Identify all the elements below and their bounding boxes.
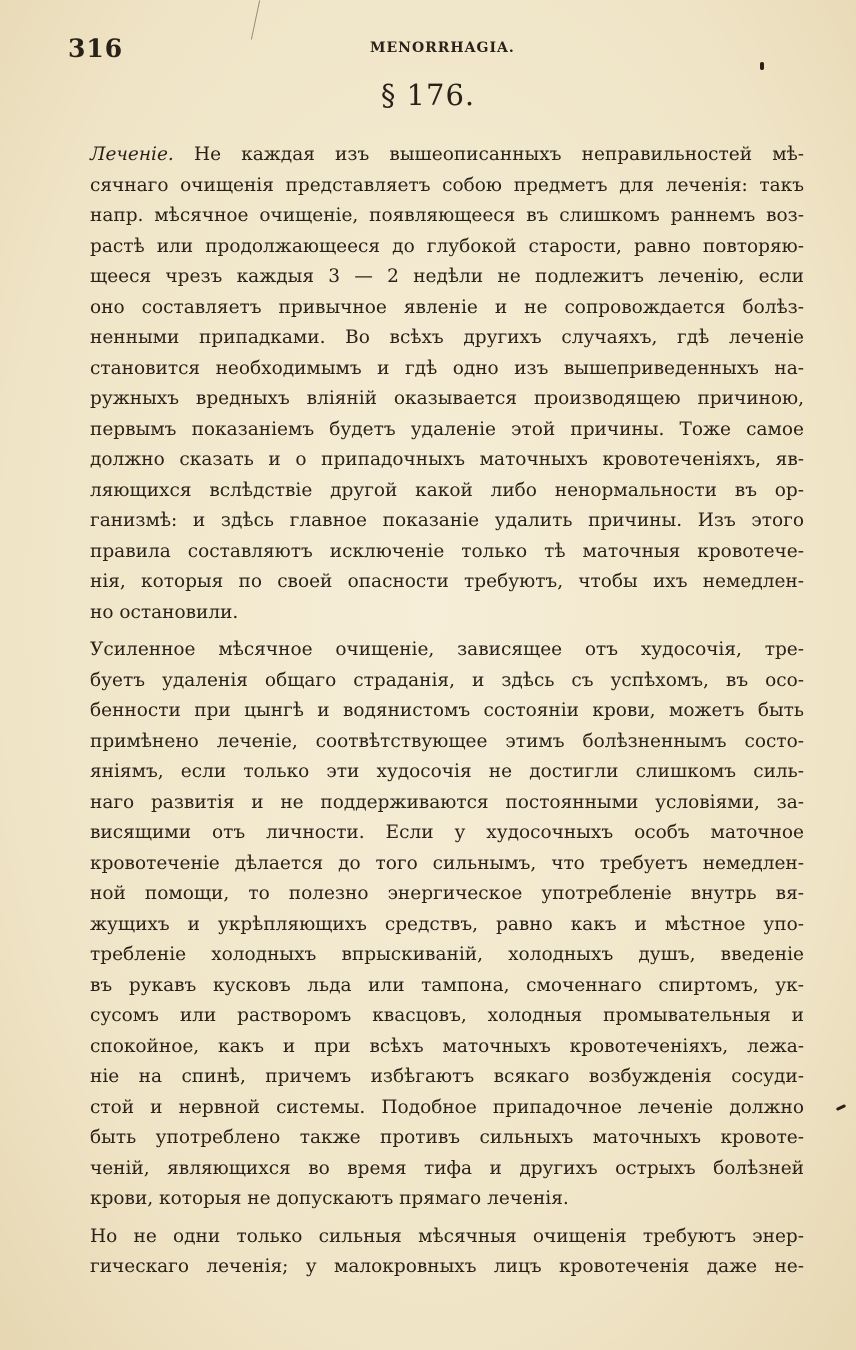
text-line: ляющихся вслѣдствіе другой какой либо ненормальности въ ор- bbox=[90, 479, 804, 501]
text-line: висящими отъ личности. Если у худосочныхъ особъ маточное bbox=[90, 822, 804, 843]
page-header bbox=[68, 34, 808, 64]
text-line: крови, которыя не допускаютъ прямаго леченія. bbox=[90, 1188, 569, 1209]
text-line: напр. мѣсячное очищеніе, появляющееся въ слишкомъ раннемъ воз- bbox=[90, 205, 804, 226]
text-line: яніямъ, если только эти худосочія не достигли слишкомъ силь- bbox=[90, 761, 804, 782]
section-heading: § 176. bbox=[380, 78, 476, 112]
text-line: сячнаго очищенія представляетъ собою предметъ для леченія: такъ bbox=[90, 174, 804, 196]
text-line: растѣ или продолжающееся до глубокой старости, равно повторяю- bbox=[90, 235, 804, 257]
text-line: первымъ показаніемъ будетъ удаленіе этой причины. Тоже самое bbox=[90, 418, 804, 440]
text-line: въ рукавъ кусковъ льда или тампона, смоченнаго спиртомъ, ук- bbox=[90, 974, 804, 996]
ink-smudge bbox=[836, 1104, 846, 1111]
ink-speck bbox=[760, 62, 764, 70]
text-line: ненными припадками. Во всѣхъ другихъ случаяхъ, гдѣ леченіе bbox=[90, 327, 804, 348]
text-line: нія, которыя по своей опасности требуютъ, чтобы ихъ немедлен- bbox=[90, 571, 804, 592]
text-line: примѣнено леченіе, соотвѣтствующее этимъ болѣзненнымъ состо- bbox=[90, 730, 804, 752]
paragraph-menorrhagia-dyscrasia bbox=[90, 635, 804, 1215]
text-line: становится необходимымъ и гдѣ одно изъ вышеприведенныхъ на- bbox=[90, 357, 804, 379]
text-line: спокойное, какъ и при всѣхъ маточныхъ кровотеченіяхъ, лежа- bbox=[90, 1035, 804, 1057]
text-line: бенности при цынгѣ и водянистомъ состояніи крови, можетъ быть bbox=[90, 700, 804, 721]
text-line: должно сказать и о припадочныхъ маточныхъ кровотеченіяхъ, яв- bbox=[90, 449, 804, 470]
text-line: оно составляетъ привычное явленіе и не сопровождается болѣз- bbox=[90, 296, 804, 318]
page-number: 316 bbox=[68, 34, 124, 63]
text-line: ной помощи, то полезно энергическое употребленіе внутрь вя- bbox=[90, 883, 804, 904]
running-head: MENORRHAGIA. bbox=[370, 40, 515, 56]
text-line: ганизмѣ: и здѣсь главное показаніе удалить причины. Изъ этого bbox=[90, 510, 804, 531]
text-line: ченій, являющихся во время тифа и другихъ острыхъ болѣзней bbox=[90, 1157, 804, 1179]
text-line: кровотеченіе дѣлается до того сильнымъ, что требуетъ немедлен- bbox=[90, 852, 804, 874]
text-line: быть употреблено также противъ сильныхъ маточныхъ кровоте- bbox=[90, 1127, 804, 1148]
text-line: гическаго леченія; у малокровныхъ лицъ кровотеченія даже не- bbox=[90, 1256, 804, 1277]
body-text bbox=[90, 140, 804, 1283]
text-line: сусомъ или растворомъ квасцовъ, холодныя промывательныя и bbox=[90, 1005, 804, 1026]
text-line: Но не одни только сильныя мѣсячныя очищенія требуютъ энер- bbox=[90, 1225, 804, 1247]
text-line: но остановили. bbox=[90, 601, 239, 623]
text-line: правила составляютъ исключеніе только тѣ маточныя кровотече- bbox=[90, 540, 804, 562]
text-line: буетъ удаленія общаго страданія, и здѣсь съ успѣхомъ, въ осо- bbox=[90, 669, 804, 691]
text-line: Усиленное мѣсячное очищеніе, зависящее отъ худосочія, тре- bbox=[90, 639, 804, 660]
paragraph-anaemic bbox=[90, 1222, 804, 1283]
text-line: стой и нервной системы. Подобное припадочное леченіе должно bbox=[90, 1096, 804, 1118]
text-line: щееся чрезъ каждыя 3 — 2 недѣли не подлежитъ леченію, если bbox=[90, 266, 804, 287]
text-line: ружныхъ вредныхъ вліяній оказывается производящею причиною, bbox=[90, 388, 804, 409]
text-line: требленіе холодныхъ впрыскиваній, холодныхъ душъ, введеніе bbox=[90, 944, 804, 965]
text-line: Леченіе. Не каждая изъ вышеописанныхъ неправильностей мѣ- bbox=[90, 144, 804, 165]
text-line: жущихъ и укрѣпляющихъ средствъ, равно какъ и мѣстное упо- bbox=[90, 913, 804, 935]
paragraph-lead: Леченіе. bbox=[90, 144, 174, 165]
text-line: ніе на спинѣ, причемъ избѣгаютъ всякаго возбужденія сосуди- bbox=[90, 1066, 804, 1087]
text-line: наго развитія и не поддерживаются постоянными условіями, за- bbox=[90, 791, 804, 813]
paragraph-treatment bbox=[90, 140, 804, 628]
